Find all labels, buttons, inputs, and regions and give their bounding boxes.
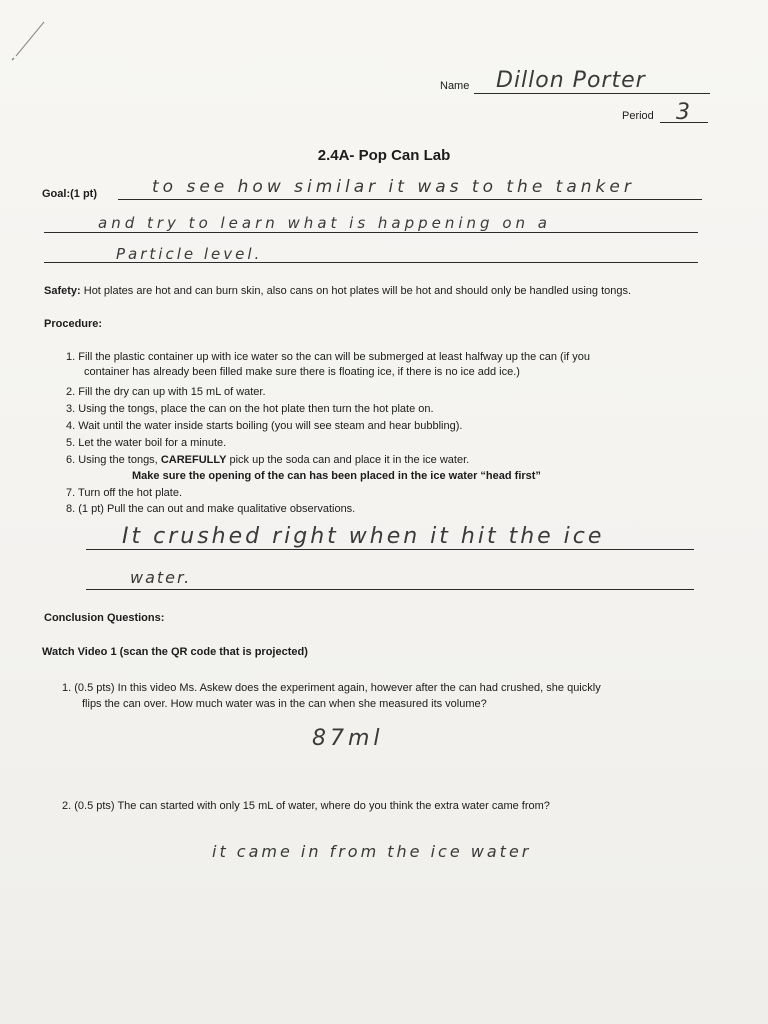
conclusion-heading: Conclusion Questions:: [44, 612, 165, 624]
question-1: 1. (0.5 pts) In this video Ms. Askew does the experiment again, however after the can had crushed, she quickly flips the can over. How much water was in the can when she measured its volume?: [62, 682, 601, 710]
observation-line-1: [86, 549, 694, 550]
goal-answer-line-3: Particle level.: [116, 245, 263, 263]
goal-line-2: [44, 232, 698, 233]
procedure-step-6-note: Make sure the opening of the can has been placed in the ice water “head first”: [132, 470, 541, 482]
procedure-step-3: 3. Using the tongs, place the can on the hot plate then turn the hot plate on.: [66, 403, 434, 415]
question-2-answer: it came in from the ice water: [212, 842, 532, 861]
goal-answer-line-1: to see how similar it was to the tanker: [152, 177, 635, 197]
name-value: Dillon Porter: [496, 68, 646, 93]
safety-text: [44, 285, 744, 297]
goal-answer-line-2: and try to learn what is happening on a: [98, 214, 551, 232]
observation-answer-line-1: It crushed right when it hit the ice: [122, 524, 605, 549]
goal-line-1: [118, 199, 702, 200]
goal-label: Goal:(1 pt): [42, 188, 97, 200]
name-label: Name: [440, 80, 470, 92]
period-value: 3: [676, 100, 691, 125]
procedure-heading: Procedure:: [44, 318, 103, 330]
observation-line-2: [86, 589, 694, 590]
procedure-step-6: 6. Using the tongs, CAREFULLY pick up the soda can and place it in the ice water.: [66, 454, 470, 466]
question-1-answer: 87ml: [312, 726, 384, 751]
procedure-step-8: 8. (1 pt) Pull the can out and make qualitative observations.: [66, 503, 356, 515]
observation-answer-line-2: water.: [130, 568, 192, 587]
video-instruction: Watch Video 1 (scan the QR code that is projected): [42, 646, 308, 658]
procedure-step-7: 7. Turn off the hot plate.: [66, 487, 183, 499]
procedure-step-1: 1. Fill the plastic container up with ice water so the can will be submerged at least halfway up the can (if you container has already been filled make sure there is floating ice, if there is no ice add ice.): [66, 351, 591, 378]
page-title: 2.4A- Pop Can Lab: [317, 147, 451, 164]
period-label: Period: [622, 110, 654, 122]
question-2: 2. (0.5 pts) The can started with only 15 mL of water, where do you think the extra water came from?: [62, 800, 550, 812]
procedure-step-2: 2. Fill the dry can up with 15 mL of water.: [66, 386, 266, 398]
procedure-step-5: 5. Let the water boil for a minute.: [66, 437, 227, 449]
safety-label: Safety:: [44, 285, 81, 297]
procedure-step-4: 4. Wait until the water inside starts boiling (you will see steam and hear bubbling).: [66, 420, 463, 432]
safety-body: Hot plates are hot and can burn skin, also cans on hot plates will be hot and should only be handled using tongs.: [83, 285, 632, 297]
pencil-mark-icon: [4, 20, 54, 70]
name-line: [474, 93, 710, 94]
